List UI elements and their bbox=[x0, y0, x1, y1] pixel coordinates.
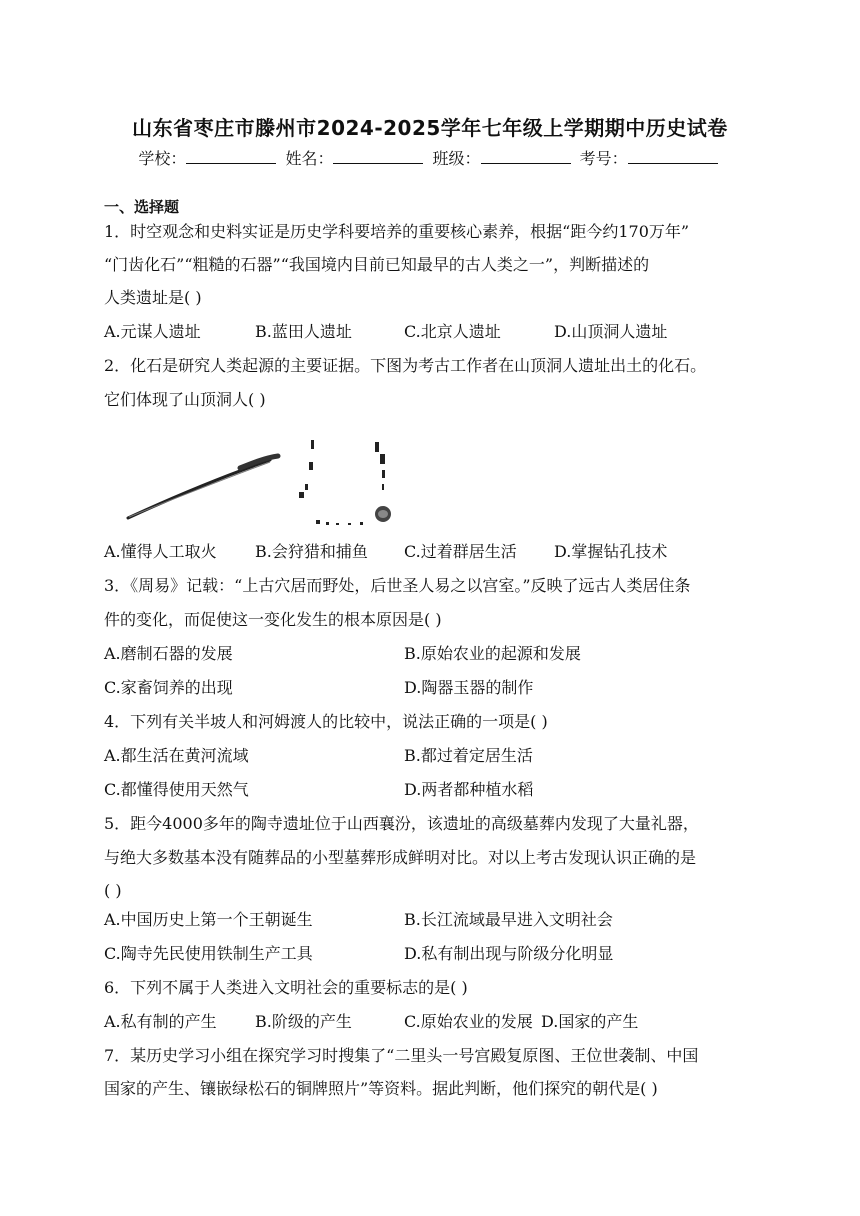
school-label: 学校： bbox=[138, 149, 187, 168]
name-label: 姓名： bbox=[285, 149, 334, 168]
question-5-option-a: A.中国历史上第一个王朝诞生 bbox=[104, 910, 313, 929]
class-blank bbox=[481, 149, 571, 164]
question-3-option-a: A.磨制石器的发展 bbox=[104, 644, 233, 663]
question-2-option-b: B.会狩猎和捕鱼 bbox=[255, 542, 368, 561]
ornament-string-image bbox=[299, 440, 391, 525]
question-1-line-3: 人类遗址是( ) bbox=[104, 288, 202, 307]
exam-no-blank bbox=[628, 149, 718, 164]
question-2-option-d: D.掌握钻孔技术 bbox=[554, 542, 668, 561]
question-3-option-d: D.陶器玉器的制作 bbox=[404, 678, 534, 697]
question-5-option-c: C.陶寺先民使用铁制生产工具 bbox=[104, 944, 313, 963]
question-6-option-a: A.私有制的产生 bbox=[104, 1012, 217, 1031]
question-1-option-d: D.山顶洞人遗址 bbox=[554, 322, 668, 341]
question-4-option-b: B.都过着定居生活 bbox=[404, 746, 533, 765]
question-4-option-d: D.两者都种植水稻 bbox=[404, 780, 534, 799]
question-3-option-c: C.家畜饲养的出现 bbox=[104, 678, 233, 697]
question-1-option-c: C.北京人遗址 bbox=[404, 322, 501, 341]
student-info-row bbox=[0, 146, 860, 169]
question-5-option-b: B.长江流域最早进入文明社会 bbox=[404, 910, 613, 929]
page-title: 山东省枣庄市滕州市2024-2025学年七年级上学期期中历史试卷 bbox=[132, 116, 728, 140]
question-7-line-1: 7．某历史学习小组在探究学习时搜集了“二里头一号宫殿复原图、王位世袭制、中国 bbox=[104, 1046, 699, 1065]
question-7-line-2: 国家的产生、镶嵌绿松石的铜牌照片”等资料。据此判断，他们探究的朝代是( ) bbox=[104, 1079, 658, 1098]
question-3-line-1: 3．《周易》记载：“上古穴居而野处，后世圣人易之以宫室。”反映了远古人类居住条 bbox=[104, 576, 691, 595]
question-6-option-d: D.国家的产生 bbox=[541, 1012, 639, 1031]
question-6-option-b: B.阶级的产生 bbox=[255, 1012, 352, 1031]
question-5-line-2: 与绝大多数基本没有随葬品的小型墓葬形成鲜明对比。对以上考古发现认识正确的是 bbox=[104, 848, 697, 867]
question-1-option-a: A.元谋人遗址 bbox=[104, 322, 201, 341]
question-2-option-c: C.过着群居生活 bbox=[404, 542, 517, 561]
question-1-option-b: B.蓝田人遗址 bbox=[255, 322, 352, 341]
school-blank bbox=[186, 149, 276, 164]
question-5-line-3: ( ) bbox=[104, 881, 122, 900]
question-6-option-c: C.原始农业的发展 bbox=[404, 1012, 533, 1031]
question-6-line-1: 6．下列不属于人类进入文明社会的重要标志的是( ) bbox=[104, 978, 468, 997]
bone-needle-image bbox=[128, 456, 278, 518]
question-1-line-1: 1．时空观念和史料实证是历史学科要培养的重要核心素养，根据“距今约170万年” bbox=[104, 222, 690, 241]
question-2-line-1: 2．化石是研究人类起源的主要证据。下图为考古工作者在山顶洞人遗址出土的化石。 bbox=[104, 356, 707, 375]
question-3-line-2: 件的变化，而促使这一变化发生的根本原因是( ) bbox=[104, 610, 442, 629]
question-4-line-1: 4．下列有关半坡人和河姆渡人的比较中，说法正确的一项是( ) bbox=[104, 712, 548, 731]
question-3-option-b: B.原始农业的起源和发展 bbox=[404, 644, 581, 663]
question-5-line-1: 5．距今4000多年的陶寺遗址位于山西襄汾，该遗址的高级墓葬内发现了大量礼器， bbox=[104, 814, 699, 833]
question-1-line-2: “门齿化石”“粗糙的石器”“我国境内目前已知最早的古人类之一”，判断描述的 bbox=[104, 255, 650, 274]
question-2-option-a: A.懂得人工取火 bbox=[104, 542, 217, 561]
section-title: 一、选择题 bbox=[104, 198, 180, 216]
question-4-option-a: A.都生活在黄河流域 bbox=[104, 746, 249, 765]
question-5-option-d: D.私有制出现与阶级分化明显 bbox=[404, 944, 614, 963]
question-2-line-2: 它们体现了山顶洞人( ) bbox=[104, 390, 266, 409]
class-label: 班级： bbox=[432, 149, 481, 168]
fossil-figure bbox=[120, 432, 420, 532]
exam-no-label: 考号： bbox=[579, 149, 628, 168]
question-4-option-c: C.都懂得使用天然气 bbox=[104, 780, 249, 799]
name-blank bbox=[333, 149, 423, 164]
